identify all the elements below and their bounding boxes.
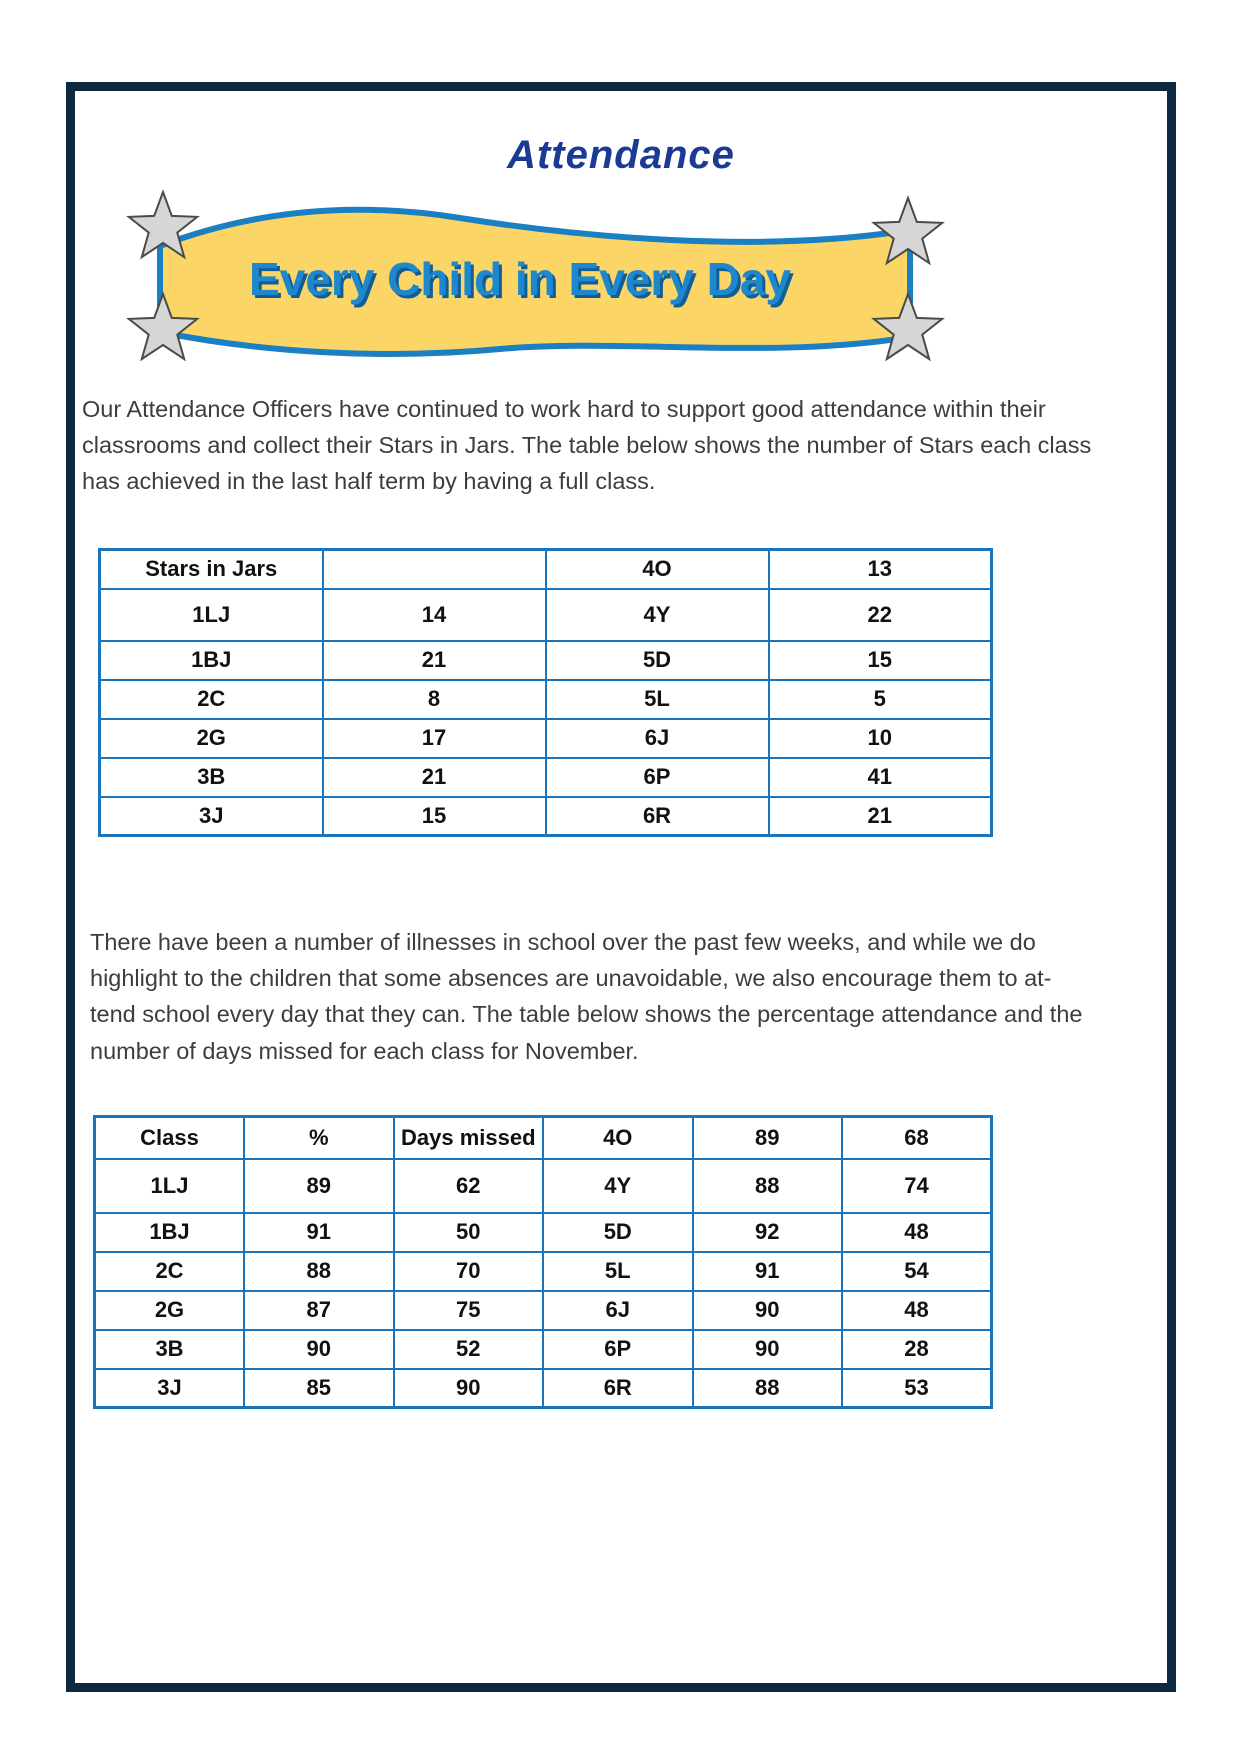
table-cell: 90 — [693, 1330, 843, 1369]
table-cell: 92 — [693, 1213, 843, 1252]
table-cell: 5D — [543, 1213, 693, 1252]
table-cell: 14 — [323, 589, 546, 641]
banner-slogan: Every Child in Every Day — [248, 253, 792, 305]
table-cell: 5 — [769, 680, 992, 719]
table-cell: 41 — [769, 758, 992, 797]
table-row — [100, 797, 992, 836]
table-cell: 1LJ — [95, 1159, 245, 1213]
table-cell: 52 — [394, 1330, 544, 1369]
table-cell: 85 — [244, 1369, 394, 1408]
table-cell: 70 — [394, 1252, 544, 1291]
table-cell: Stars in Jars — [100, 550, 323, 589]
table-row — [100, 641, 992, 680]
every-child-banner — [120, 188, 948, 373]
table-cell: 6P — [546, 758, 769, 797]
table-cell: 48 — [842, 1213, 992, 1252]
table-cell: 91 — [693, 1252, 843, 1291]
table-cell: 4O — [546, 550, 769, 589]
table-cell: 22 — [769, 589, 992, 641]
table-cell: 88 — [244, 1252, 394, 1291]
paragraph-line: number of days missed for each class for November. — [90, 1037, 639, 1064]
intro-paragraph — [82, 391, 1091, 500]
illness-paragraph — [90, 924, 1082, 1069]
table-cell: 89 — [693, 1117, 843, 1159]
table-cell: 87 — [244, 1291, 394, 1330]
table-cell: 13 — [769, 550, 992, 589]
table-cell: 6P — [543, 1330, 693, 1369]
table-cell: 28 — [842, 1330, 992, 1369]
paragraph-line: highlight to the children that some absences are unavoidable, we also encourage them to at- — [90, 965, 1052, 992]
paragraph-line: There have been a number of illnesses in school over the past few weeks, and while we do — [90, 929, 1036, 955]
table-cell: 21 — [769, 797, 992, 836]
table-cell: 3B — [100, 758, 323, 797]
table-row — [100, 550, 992, 589]
table-cell: 90 — [693, 1291, 843, 1330]
table-cell: 4Y — [546, 589, 769, 641]
table-cell: Class — [95, 1117, 245, 1159]
table-row — [95, 1330, 992, 1369]
table-cell: 5L — [546, 680, 769, 719]
attendance-percentage-table — [93, 1115, 993, 1409]
table-cell: 6J — [543, 1291, 693, 1330]
table-cell: 6J — [546, 719, 769, 758]
paragraph-line: tend school every day that they can. The table below shows the percentage attendance and the — [90, 1001, 1083, 1028]
table-cell: 1BJ — [95, 1213, 245, 1252]
table-cell: 88 — [693, 1369, 843, 1408]
table-cell: 4O — [543, 1117, 693, 1159]
table-cell: 1LJ — [100, 589, 323, 641]
stars-in-jars-table — [98, 548, 993, 837]
table-cell: 90 — [394, 1369, 544, 1408]
paragraph-line: Our Attendance Officers have continued to work hard to support good attendance within their — [82, 396, 1046, 422]
table-cell: 2C — [95, 1252, 245, 1291]
table-row — [100, 758, 992, 797]
table-row — [95, 1252, 992, 1291]
table-cell: 91 — [244, 1213, 394, 1252]
table-row — [100, 589, 992, 641]
table-cell: 17 — [323, 719, 546, 758]
table-cell: 54 — [842, 1252, 992, 1291]
table-cell: 3B — [95, 1330, 245, 1369]
table-cell: 2G — [100, 719, 323, 758]
table-cell: 53 — [842, 1369, 992, 1408]
table-cell — [323, 550, 546, 589]
table-cell: 74 — [842, 1159, 992, 1213]
table-cell: 50 — [394, 1213, 544, 1252]
table-cell: 8 — [323, 680, 546, 719]
table-cell: % — [244, 1117, 394, 1159]
table-cell: 6R — [546, 797, 769, 836]
table-cell: 3J — [95, 1369, 245, 1408]
table-cell: 2C — [100, 680, 323, 719]
table-cell: Days missed — [394, 1117, 544, 1159]
table-cell: 89 — [244, 1159, 394, 1213]
paragraph-line: has achieved in the last half term by having a full class. — [82, 468, 656, 495]
table-cell: 5D — [546, 641, 769, 680]
table-cell: 2G — [95, 1291, 245, 1330]
table-cell: 4Y — [543, 1159, 693, 1213]
table-row — [95, 1117, 992, 1159]
table-cell: 10 — [769, 719, 992, 758]
page-title: Attendance — [507, 133, 735, 177]
table-cell: 68 — [842, 1117, 992, 1159]
table-cell: 62 — [394, 1159, 544, 1213]
table-row — [100, 680, 992, 719]
table-row — [100, 719, 992, 758]
table-cell: 5L — [543, 1252, 693, 1291]
table-row — [95, 1213, 992, 1252]
table-row — [95, 1159, 992, 1213]
table-row — [95, 1291, 992, 1330]
table-cell: 15 — [323, 797, 546, 836]
table-cell: 48 — [842, 1291, 992, 1330]
paragraph-line: classrooms and collect their Stars in Jars. The table below shows the number of Stars each class — [82, 432, 1092, 459]
table-cell: 15 — [769, 641, 992, 680]
table-cell: 1BJ — [100, 641, 323, 680]
table-cell: 3J — [100, 797, 323, 836]
table-cell: 6R — [543, 1369, 693, 1408]
table-cell: 90 — [244, 1330, 394, 1369]
table-row — [95, 1369, 992, 1408]
table-cell: 21 — [323, 758, 546, 797]
table-cell: 75 — [394, 1291, 544, 1330]
table-cell: 21 — [323, 641, 546, 680]
table-cell: 88 — [693, 1159, 843, 1213]
